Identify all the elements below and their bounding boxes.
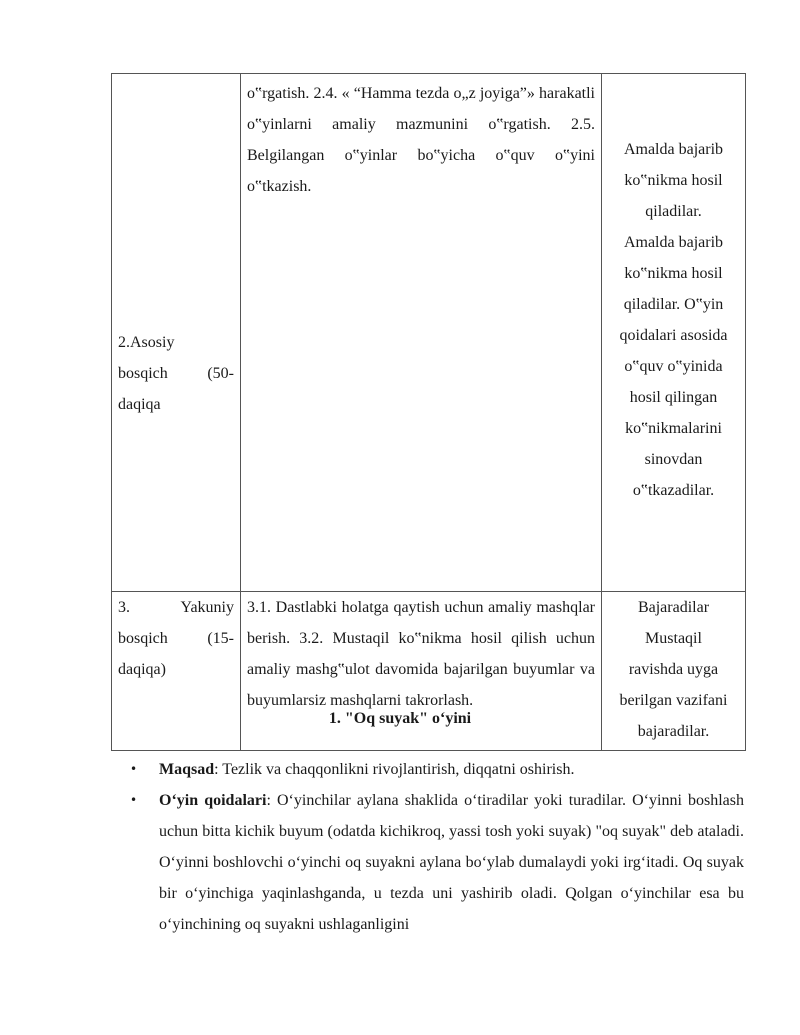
list-item	[130, 785, 744, 940]
result-line: Mustaqil	[645, 630, 702, 647]
result-line: hosil qilingan	[629, 389, 718, 406]
result-line: bajaradilar.	[637, 723, 710, 740]
item-label: Maqsad	[159, 761, 215, 778]
result-line: o‟tkazadilar.	[632, 482, 715, 499]
result-line: qoidalari asosida	[619, 327, 728, 344]
stage-line: daqiqa	[118, 396, 161, 413]
result-line: Amalda bajarib	[623, 141, 724, 158]
item-text: : O‘yinchilar aylana shaklida o‘tiradilar yoki turadilar. O‘yinni boshlash uchun bitta kichik buyum (odatda kichikroq, yassi tosh yoki suyak) "oq suyak" deb ataladi. O‘yinni boshlovchi o‘yinchi oq suyakni aylana bo‘ylab dumalaydi yoki irg‘itadi. Oq suyak bir o‘yinchiga yaqinlashganda, u tezda uni yashirib oladi. Qolgan o‘yinchilar esa bu o‘yinchining oq suyakni ushlaganligini	[159, 792, 744, 933]
result-line: sinovdan	[644, 451, 703, 468]
result-line: ko‟nikmalarini	[625, 420, 722, 437]
result-line: ko‟nikma hosil	[624, 265, 723, 282]
content-text: 3.1. Dastlabki holatga qaytish uchun amaliy mashqlar berish. 3.2. Mustaqil ko‟nikma hosil qilish uchun amaliy mashg‟ulot davomida bajarilgan buyumlar va buyumlarsiz mashqlarni takrorlash.	[247, 599, 595, 709]
stage-text	[118, 592, 234, 685]
section-heading: 1. "Oq suyak" o‘yini	[328, 710, 472, 727]
stage-line: 2.Asosiy	[118, 334, 175, 351]
list-item	[130, 754, 744, 785]
stage-line: 3. Yakuniy	[118, 599, 234, 616]
result-line: Bajaradilar	[637, 599, 710, 616]
result-line: ravishda uyga	[628, 661, 719, 678]
result-text	[608, 134, 739, 506]
stage-line: bosqich (50-	[118, 365, 234, 382]
table-row	[112, 74, 746, 592]
bullet-icon: •	[130, 793, 138, 807]
result-line: berilgan vazifani	[619, 692, 728, 709]
result-line: ko‟nikma hosil	[624, 172, 723, 189]
result-line: o‟quv o‟yinida	[624, 358, 723, 375]
bullet-icon: •	[130, 762, 138, 776]
stage-text	[118, 327, 234, 420]
item-label: O‘yin qoidalari	[159, 792, 267, 809]
result-cell	[602, 74, 746, 592]
stage-line: daqiqa)	[118, 661, 166, 678]
result-line: Amalda bajarib	[623, 234, 724, 251]
content-text: o‟rgatish. 2.4. « “Hamma tezda o„z joyiga”» harakatli o‟yinlarni amaliy mazmunini o‟rgatish. 2.5. Belgilangan o‟yinlar bo‟yicha o‟quv o‟yini o‟tkazish.	[247, 85, 595, 195]
lesson-plan-table	[111, 73, 746, 751]
stage-cell	[112, 74, 241, 592]
item-text: : Tezlik va chaqqonlikni rivojlantirish, diqqatni oshirish.	[214, 761, 575, 778]
result-line: qiladilar.	[645, 203, 702, 220]
result-line: qiladilar. O‟yin	[623, 296, 724, 313]
content-cell	[241, 74, 602, 592]
stage-line: bosqich (15-	[118, 630, 234, 647]
game-description-list	[130, 754, 744, 940]
